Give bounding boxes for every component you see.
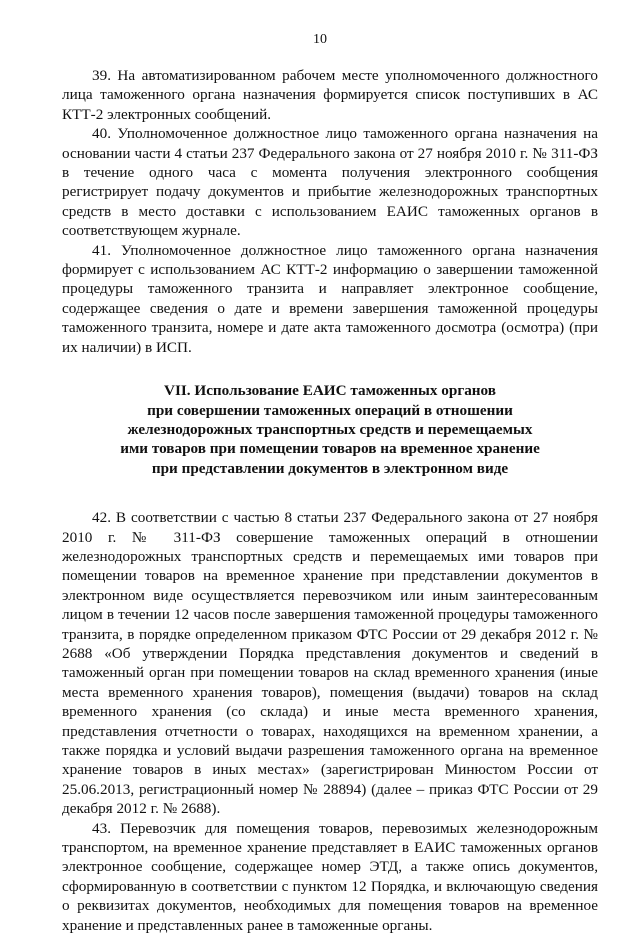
paragraph-42: 42. В соответствии с частью 8 статьи 237 Федерального закона от 27 ноября 2010 г. № 311-ФЗ совершение таможенных операций в отношении железнодорожных транспортных средств и перемещаемых ими товаров при помещении товаров на временное хранение при представлении документов в электронном виде осуществляется перевозчиком или иным заинтересованным лицом в течении 12 часов после завершения таможенной процедуры таможенного транзита, в порядке определенном приказом ФТС России от 29 декабря 2012 г. № 2688 «Об утверждении Порядка представления документов и сведений в таможенный орган при помещении товаров на склад временного хранения (иные места временного хранения товаров), помещения (выдачи) товаров на склад временного хранения (со склада) и иные места временного хранения, представления отчетности о товарах, находящихся на временном хранении, а также порядка и условий выдачи разрешения таможенного органа на временное хранение товаров в иных местах» (зарегистрирован Минюстом России от 25.06.2013, регистрационный номер № 28894) (далее – приказ ФТС России от 29 декабря 2012 г. № 2688). <box>62 509 598 818</box>
section-heading-line: при совершении таможенных операций в отношении <box>147 401 513 419</box>
paragraph-41: 41. Уполномоченное должностное лицо таможенного органа назначения формирует с использованием АС КТТ-2 информацию о завершении таможенной процедуры таможенного транзита и направляет электронное сообщение, содержащее сведения о дате и времени завершения таможенной процедуры таможенного транзита, номере и дате акта таможенного досмотра (осмотра) (при их наличии) в ИСП. <box>62 241 598 356</box>
paragraph-39: 39. На автоматизированном рабочем месте уполномоченного должностного лица таможенного органа назначения формируется список поступивших в АС КТТ-2 электронных сообщений. <box>62 67 598 123</box>
page-number: 10 <box>313 32 327 47</box>
paragraph-43: 43. Перевозчик для помещения товаров, перевозимых железнодорожным транспортом, на временное хранение представляет в ЕАИС таможенных органов электронное сообщение, содержащее номер ЭТД, а также опись документов, сформированную в соответствии с пунктом 12 Порядка, и включающую сведения о реквизитах документов, необходимых для помещения товаров на временное хранение и представленных ранее в таможенные органы. <box>62 819 598 934</box>
section-heading-line: при представлении документов в электронном виде <box>151 459 509 477</box>
section-heading-line: VII. Использование ЕАИС таможенных органов <box>164 382 496 400</box>
document-body <box>62 66 598 935</box>
section-heading <box>62 381 598 478</box>
section-heading-line: железнодорожных транспортных средств и перемещаемых <box>127 420 533 438</box>
paragraph-40: 40. Уполномоченное должностное лицо таможенного органа назначения на основании части 4 статьи 237 Федерального закона от 27 ноября 2010 г. № 311-ФЗ в течение одного часа с момента получения электронного сообщения регистрирует подачу документов и прибытие железнодорожных транспортных средств в место доставки с использованием ЕАИС таможенных органов в соответствующем журнале. <box>62 125 598 240</box>
section-heading-line: ими товаров при помещении товаров на временное хранение <box>120 440 540 458</box>
